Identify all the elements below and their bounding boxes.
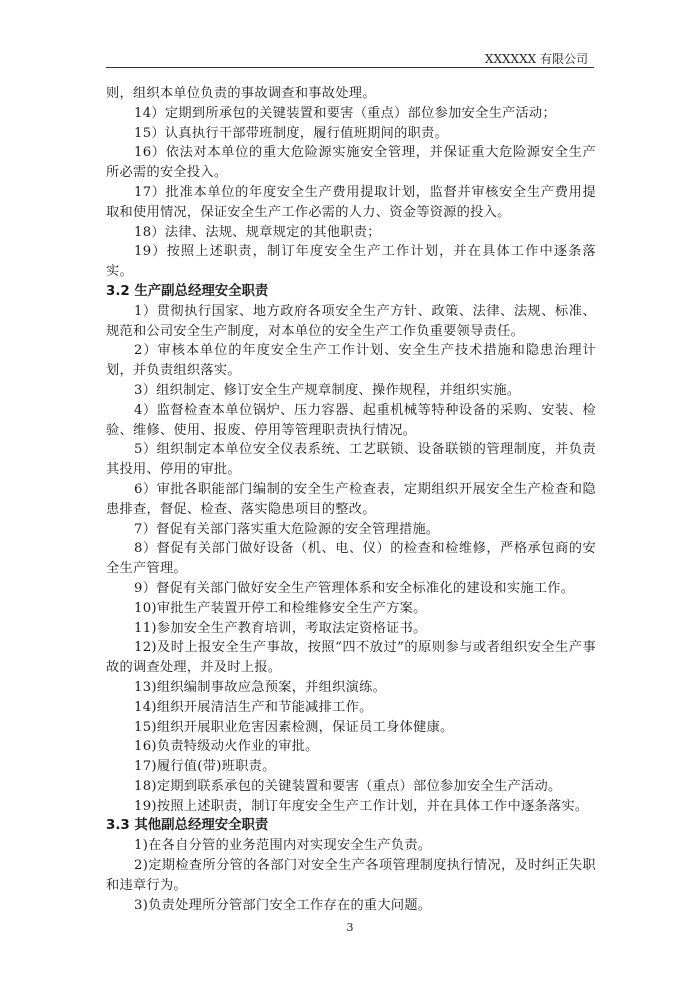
paragraph-3-3-item-2: 2)定期检查所分管的各部门对安全生产各项管理制度执行情况，及时纠正失职和违章行为。 (106, 858, 596, 893)
section-heading-3-3: 3.3 其他副总经理安全职责 (106, 818, 269, 834)
paragraph-3-2-item-17: 17)履行值(带)班职责。 (134, 759, 276, 775)
paragraph-3-2-item-7: 7）督促有关部门落实重大危险源的安全管理措施。 (134, 521, 440, 537)
paragraph-item-16: 16）依法对本单位的重大危险源实施安全管理，并保证重大危险源安全生产所必需的安全投入。 (106, 145, 596, 181)
paragraph-3-2-item-2: 2）审核本单位的年度安全生产工作计划、安全生产技术措施和隐患治理计划，并负责组织落实。 (106, 343, 596, 379)
paragraph-3-2-item-4: 4）监督检查本单位锅炉、压力容器、起重机械等特种设备的采购、安装、检验、维修、使用、报废、停用等管理职责执行情况。 (106, 402, 596, 438)
header-company-name: XXXXXX 有限公司 (484, 52, 588, 66)
paragraph-3-2-item-14: 14)组织开展清洁生产和节能减排工作。 (134, 699, 373, 715)
paragraph-item-17: 17）批准本单位的年度安全生产费用提取计划，监督并审核安全生产费用提取和使用情况，保证安全生产工作必需的人力、资金等资源的投入。 (106, 184, 596, 220)
header-divider (106, 67, 594, 68)
paragraph-3-2-item-1: 1）贯彻执行国家、地方政府各项安全生产方针、政策、法律、法规、标准、规范和公司安全生产制度，对本单位的安全生产工作负重要领导责任。 (106, 303, 596, 339)
section-heading-3-2: 3.2 生产副总经理安全职责 (106, 283, 269, 299)
document-body (106, 84, 596, 915)
page-number: 3 (346, 921, 354, 934)
paragraph-3-2-item-18: 18)定期到联系承包的关键装置和要害（重点）部位参加安全生产活动。 (134, 778, 562, 794)
paragraph-cont-accident-investigation: 则，组织本单位负责的事故调查和事故处理。 (106, 86, 376, 101)
paragraph-3-2-item-12: 12)及时上报安全生产事故，按照“四不放过”的原则参与或者组织安全生产事故的调查处理，并及时上报。 (106, 640, 596, 676)
paragraph-3-2-item-15: 15)组织开展职业危害因素检测，保证员工身体健康。 (134, 719, 454, 735)
paragraph-3-2-item-3: 3）组织制定、修订安全生产规章制度、操作规程，并组织实施。 (134, 382, 521, 398)
paragraph-3-2-item-19: 19)按照上述职责，制订年度安全生产工作计划，并在具体工作中逐条落实。 (134, 798, 589, 814)
paragraph-item-18: 18）法律、法规、规章规定的其他职责； (134, 224, 381, 240)
paragraph-3-3-item-1: 1)在各自分管的业务范围内对实现安全生产负责。 (134, 838, 432, 854)
paragraph-item-15: 15）认真执行干部带班制度，履行值班期间的职责。 (134, 125, 449, 141)
paragraph-3-2-item-10: 10)审批生产装置开停工和检维修安全生产方案。 (134, 600, 427, 616)
paragraph-3-2-item-16: 16)负责特级动火作业的审批。 (134, 739, 319, 755)
paragraph-3-2-item-13: 13)组织编制事故应急预案，并组织演练。 (134, 679, 387, 695)
paragraph-3-2-item-8: 8）督促有关部门做好设备（机、电、仪）的检查和检维修，严格承包商的安全生产管理。 (106, 541, 596, 577)
paragraph-3-3-item-3: 3)负责处理所分管部门安全工作存在的重大问题。 (134, 897, 432, 913)
paragraph-item-19: 19）按照上述职责，制订年度安全生产工作计划，并在具体工作中逐条落实。 (106, 244, 596, 280)
paragraph-3-2-item-6: 6）审批各职能部门编制的安全生产检查表，定期组织开展安全生产检查和隐患排查，督促、检查、落实隐患项目的整改。 (106, 481, 596, 517)
paragraph-3-2-item-11: 11)参加安全生产教育培训，考取法定资格证书。 (134, 620, 427, 636)
paragraph-3-2-item-5: 5）组织制定本单位安全仪表系统、工艺联锁、设备联锁的管理制度，并负责其投用、停用的审批。 (106, 442, 596, 478)
paragraph-item-14: 14）定期到所承包的关键装置和要害（重点）部位参加安全生产活动； (134, 105, 557, 121)
paragraph-3-2-item-9: 9）督促有关部门做好安全生产管理体系和安全标准化的建设和实施工作。 (134, 580, 575, 596)
